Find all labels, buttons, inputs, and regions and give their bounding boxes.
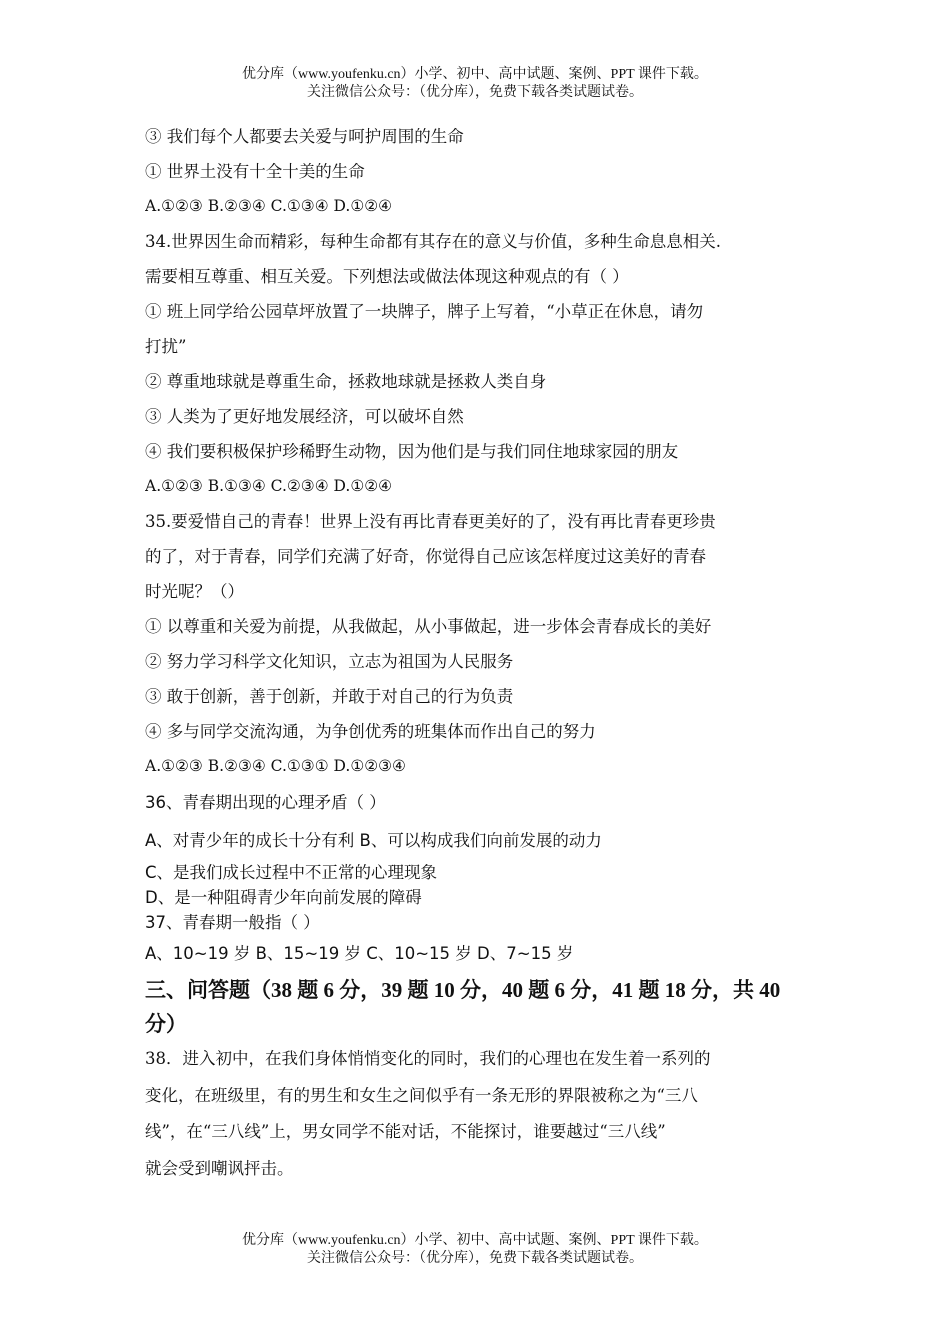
header-line-1: 优分库（www.youfenku.cn）小学、初中、高中试题、案例、PPT 课件下载。 <box>242 67 708 82</box>
q35-option-2: ② 努力学习科学文化知识，立志为祖国为人民服务 <box>145 652 514 671</box>
q35-stem-2: 的了，对于青春，同学们充满了好奇，你觉得自己应该怎样度过这美好的青春 <box>145 547 706 566</box>
q38-line-4: 就会受到嘲讽抨击。 <box>145 1158 294 1178</box>
section-3-heading-line-1: 三、问答题（38 题 6 分，39 题 10 分，40 题 6 分，41 题 18 分，共 40 <box>145 978 781 1002</box>
q35-option-4: ④ 多与同学交流沟通，为争创优秀的班集体而作出自己的努力 <box>145 722 596 741</box>
q35-stem-1: 35.要爱惜自己的青春！世界上没有再比青春更美好的了，没有再比青春更珍贵 <box>145 512 716 531</box>
q35-option-3: ③ 敢于创新，善于创新，并敢于对自己的行为负责 <box>145 687 514 706</box>
page-header <box>0 66 950 102</box>
q38-line-1: 38．进入初中，在我们身体悄悄变化的同时，我们的心理也在发生着一系列的 <box>145 1049 711 1068</box>
section-3-heading-line-2: 分） <box>145 1012 187 1036</box>
q34-option-2: ② 尊重地球就是尊重生命，拯救地球就是拯救人类自身 <box>145 372 547 391</box>
q36-option-d: D、是一种阻碍青少年向前发展的障碍 <box>145 888 422 907</box>
footer-line-2: 关注微信公众号：（优分库），免费下载各类试题试卷。 <box>307 1251 643 1266</box>
document-body <box>145 119 825 1187</box>
q34-option-3: ③ 人类为了更好地发展经济，可以破坏自然 <box>145 407 464 426</box>
q36-options-ab: A、对青少年的成长十分有利 B、可以构成我们向前发展的动力 <box>145 831 602 850</box>
q37-stem: 37、青春期一般指（ ） <box>145 913 320 932</box>
q38-line-3: 线”，在“三八线”上，男女同学不能对话，不能探讨，谁要越过“三八线” <box>145 1122 666 1141</box>
q36-option-c: C、是我们成长过程中不正常的心理现象 <box>145 863 438 882</box>
q38-passage <box>145 1041 825 1187</box>
q36-stem: 36、青春期出现的心理矛盾（ ） <box>145 793 386 812</box>
q35-option-1: ① 以尊重和关爱为前提，从我做起，从小事做起，进一步体会青春成长的美好 <box>145 617 712 636</box>
header-line-2: 关注微信公众号：（优分库），免费下载各类试题试卷。 <box>307 85 643 100</box>
q37-options: A、10~19 岁 B、15~19 岁 C、10~15 岁 D、7~15 岁 <box>145 944 574 963</box>
q34-option-1b: 打扰” <box>145 337 187 356</box>
q38-line-2: 变化，在班级里，有的男生和女生之间似乎有一条无形的界限被称之为“三八 <box>145 1085 698 1105</box>
footer-line-1: 优分库（www.youfenku.cn）小学、初中、高中试题、案例、PPT 课件下载。 <box>242 1233 708 1248</box>
q33-option-1: ① 世界土没有十全十美的生命 <box>145 162 365 181</box>
q34-answers: A.①②③ B.①③④ C.②③④ D.①②④ <box>145 477 393 495</box>
q34-option-1a: ① 班上同学给公园草坪放置了一块牌子，牌子上写着，“小草正在休息，请勿 <box>145 302 704 321</box>
q33-answers: A.①②③ B.②③④ C.①③④ D.①②④ <box>145 197 393 215</box>
section-3-heading <box>145 973 825 1041</box>
q34-stem-2: 需要相互尊重、相互关爱。下列想法或做法体现这种观点的有（ ） <box>145 267 629 286</box>
q34-stem-1: 34.世界因生命而精彩，每种生命都有其存在的意义与价值，多种生命息息相关. <box>145 232 721 251</box>
q33-option-3: ③ 我们每个人都要去关爱与呵护周围的生命 <box>145 127 464 146</box>
q35-answers: A.①②③ B.②③④ C.①③① D.①②③④ <box>145 757 406 775</box>
q35-stem-3: 时光呢？（） <box>145 582 244 601</box>
page-footer <box>0 1232 950 1268</box>
q34-option-4: ④ 我们要积极保护珍稀野生动物，因为他们是与我们同住地球家园的朋友 <box>145 442 679 461</box>
